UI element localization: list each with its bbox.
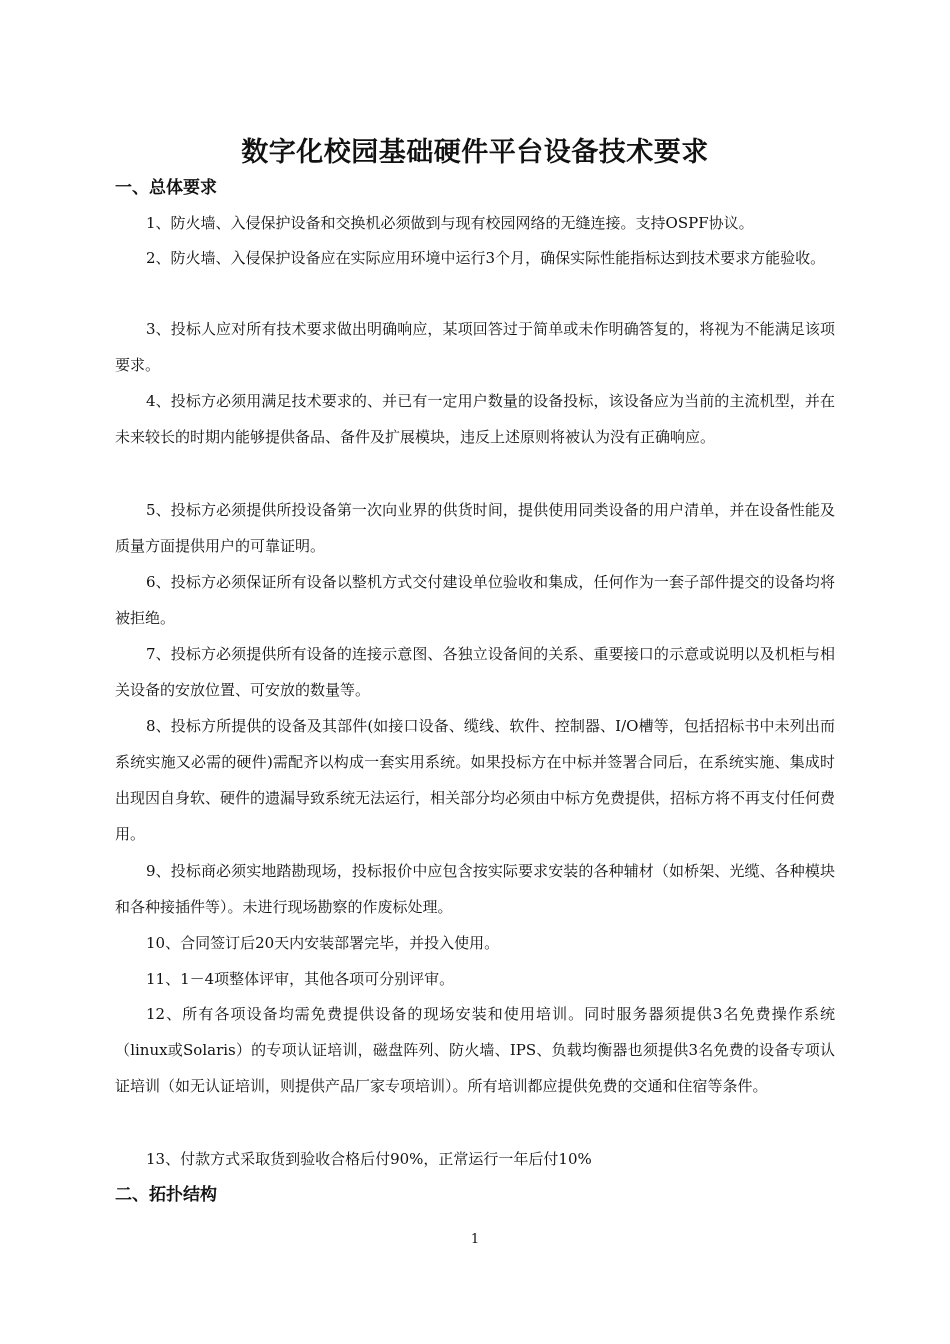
requirement-item-5: 5、投标方必须提供所投设备第一次向业界的供货时间，提供使用同类设备的用户清单，并在设备性能及质量方面提供用户的可靠证明。 (115, 501, 835, 555)
requirement-item-8: 8、投标方所提供的设备及其部件(如接口设备、缆线、软件、控制器、I/O槽等，包括招标书中未列出而系统实施又必需的硬件)需配齐以构成一套实用系统。如果投标方在中标并签署合同后，在系统实施、集成时出现因自身软、硬件的遗漏导致系统无法运行，相关部分均必须由中标方免费提供，招标方将不再支付任何费用。 (115, 717, 836, 843)
requirement-item-10: 10、合同签订后20天内安装部署完毕，并投入使用。 (146, 934, 500, 952)
section-heading-topology: 二、拓扑结构 (115, 1185, 217, 1205)
requirement-item-13: 13、付款方式采取货到验收合格后付90%，正常运行一年后付10% (146, 1150, 592, 1168)
requirement-item-7: 7、投标方必须提供所有设备的连接示意图、各独立设备间的关系、重要接口的示意或说明以及机柜与相关设备的安放位置、可安放的数量等。 (115, 645, 835, 699)
requirement-item-9: 9、投标商必须实地踏勘现场，投标报价中应包含按实际要求安装的各种辅材（如桥架、光缆、各种模块和各种接插件等）。未进行现场勘察的作废标处理。 (115, 862, 835, 916)
requirement-item-12: 12、所有各项设备均需免费提供设备的现场安装和使用培训。同时服务器须提供3名免费操作系统（linux或Solaris）的专项认证培训，磁盘阵列、防火墙、IPS、负载均衡器也须提供3名免费的设备专项认证培训（如无认证培训，则提供产品厂家专项培训）。所有培训都应提供免费的交通和住宿等条件。 (115, 1005, 835, 1095)
requirement-item-2: 2、防火墙、入侵保护设备应在实际应用环境中运行3个月，确保实际性能指标达到技术要求方能验收。 (146, 249, 826, 267)
requirement-item-1: 1、防火墙、入侵保护设备和交换机必须做到与现有校园网络的无缝连接。支持OSPF协议。 (146, 214, 754, 232)
document-title: 数字化校园基础硬件平台设备技术要求 (241, 137, 709, 168)
requirement-item-3: 3、投标人应对所有技术要求做出明确响应，某项回答过于简单或未作明确答复的，将视为不能满足该项要求。 (115, 320, 835, 374)
requirement-item-6: 6、投标方必须保证所有设备以整机方式交付建设单位验收和集成，任何作为一套子部件提交的设备均将被拒绝。 (115, 573, 835, 627)
page-number: 1 (470, 1232, 480, 1247)
requirement-item-11: 11、1－4项整体评审，其他各项可分别评审。 (146, 970, 455, 988)
section-heading-general-requirements: 一、总体要求 (115, 178, 217, 198)
requirement-item-4: 4、投标方必须用满足技术要求的、并已有一定用户数量的设备投标，该设备应为当前的主流机型，并在未来较长的时期内能够提供备品、备件及扩展模块，违反上述原则将被认为没有正确响应。 (115, 392, 835, 446)
